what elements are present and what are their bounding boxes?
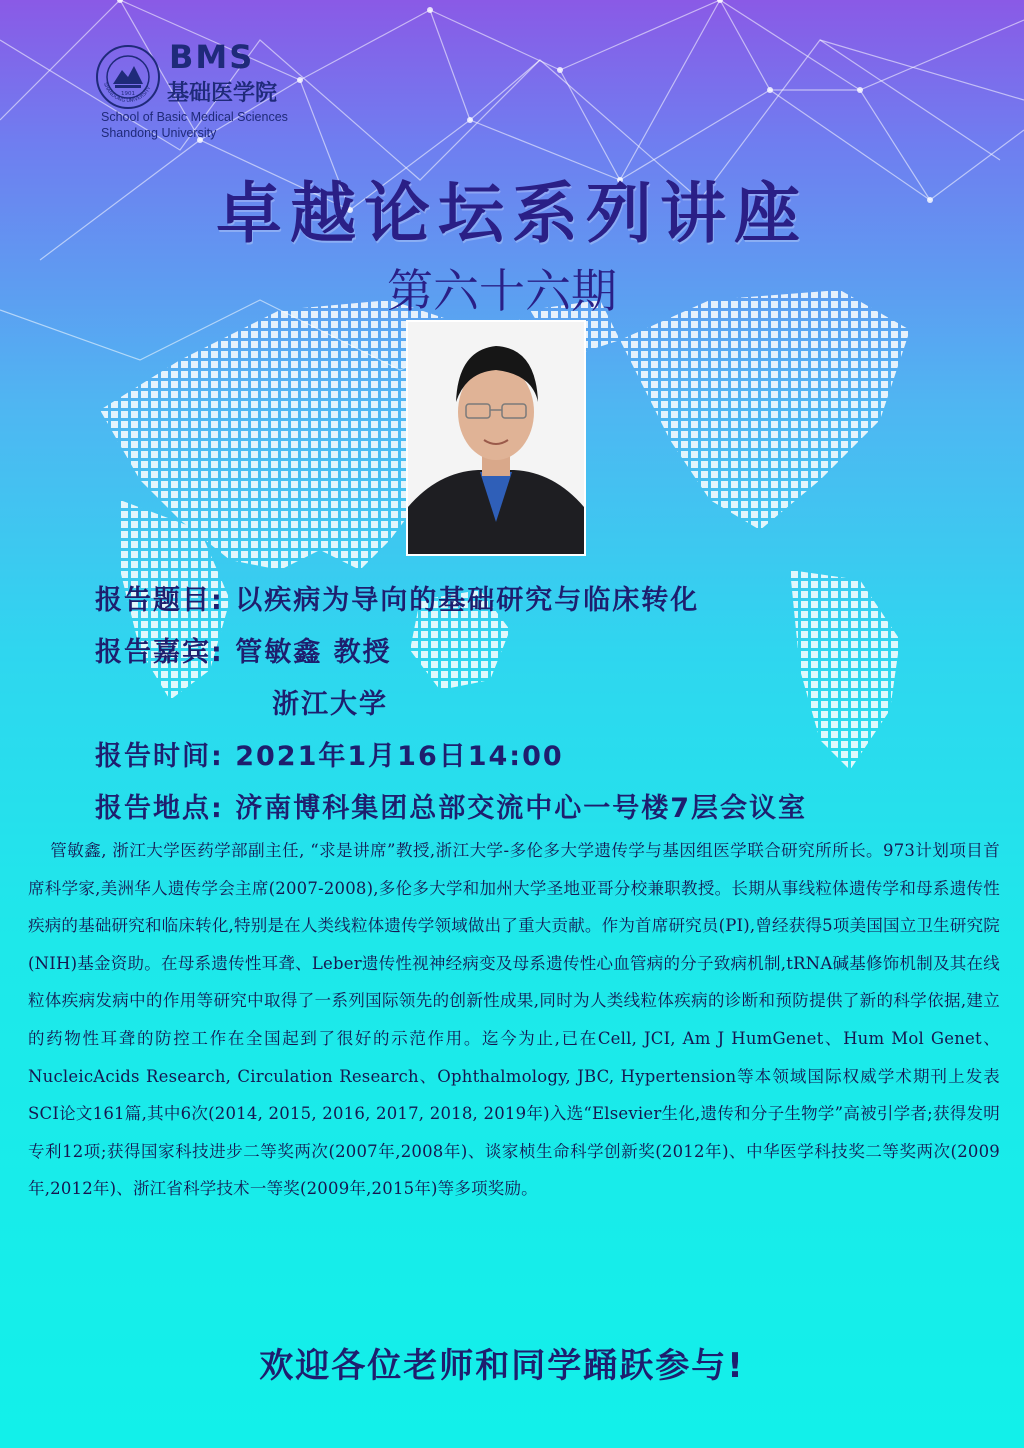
logo-name-cn: 基础医学院 [167,81,278,106]
report-topic-line [95,578,699,617]
speaker-biography [28,832,1000,1208]
time-value: 2021年1月16日14:00 [235,741,564,772]
logo-abbr: BMS [169,38,255,76]
speaker-value: 管敏鑫 教授 [235,637,392,668]
speaker-photo [406,320,586,556]
speaker-affiliation: 浙江大学 [272,689,388,720]
logo-name-en-line1: School of Basic Medical Sciences [101,110,288,124]
poster-title: 卓越论坛系列讲座 [216,174,808,252]
report-speaker-line [95,630,392,669]
topic-label: 报告题目: [95,585,224,616]
school-logo [95,40,355,150]
welcome-message: 欢迎各位老师和同学踊跃参与! [259,1346,745,1386]
seal-text: SHANDONG UNIVERSITY [101,81,153,105]
report-place-line [95,786,807,825]
place-label: 报告地点: [95,793,224,824]
topic-value: 以疾病为导向的基础研究与临床转化 [235,585,700,616]
logo-name-en-line2: Shandong University [101,126,217,140]
biography-text: 管敏鑫, 浙江大学医药学部副主任, “求是讲席”教授,浙江大学-多伦多大学遗传学与基因组医学联合研究所所长。973计划项目首席科学家,美洲华人遗传学会主席(2007-2008),多伦多大学和加州大学圣地亚哥分校兼职教授。长期从事线粒体遗传学和母系遗传性疾病的基础研究和临床转化,特别是在人类线粒体遗传学领域做出了重大贡献。作为首席研究员(PI),曾经获得5项美国国立卫生研究院(NIH)基金资助。在母系遗传性耳聋、Leber遗传性视神经病变及母系遗传性心血管病的分子致病机制,tRNA碱基修饰机制及其在线粒体疾病发病中的作用等研究中取得了一系列国际领先的创新性成果,同时为人类线粒体疾病的诊断和预防提供了新的科学依据,建立的药物性耳聋的防控工作在全国起到了很好的示范作用。迄今为止,已在Cell, JCI, Am J HumGenet、Hum Mol Genet、NucleicAcids Research, Circulation Research、Ophthalmology, JBC, Hypertension等本领域国际权威学术期刊上发表SCI论文161篇,其中6次(2014, 2015, 2016, 2017, 2018, 2019年)入选“Elsevier生化,遗传和分子生物学”高被引学者;获得发明专利12项;获得国家科技进步二等奖两次(2007年,2008年)、谈家桢生命科学创新奖(2012年)、中华医学科技奖二等奖两次(2009年,2012年)、浙江省科学技术一等奖(2009年,2015年)等多项奖励。 [28,841,1000,1199]
place-value: 济南博科集团总部交流中心一号楼7层会议室 [235,793,808,824]
seal-year: 1901 [121,91,135,97]
speaker-label: 报告嘉宾: [95,637,224,668]
issue-number: 第六十六期 [387,264,617,318]
time-label: 报告时间: [95,741,224,772]
university-seal-icon [95,44,161,110]
report-time-line [95,734,564,773]
